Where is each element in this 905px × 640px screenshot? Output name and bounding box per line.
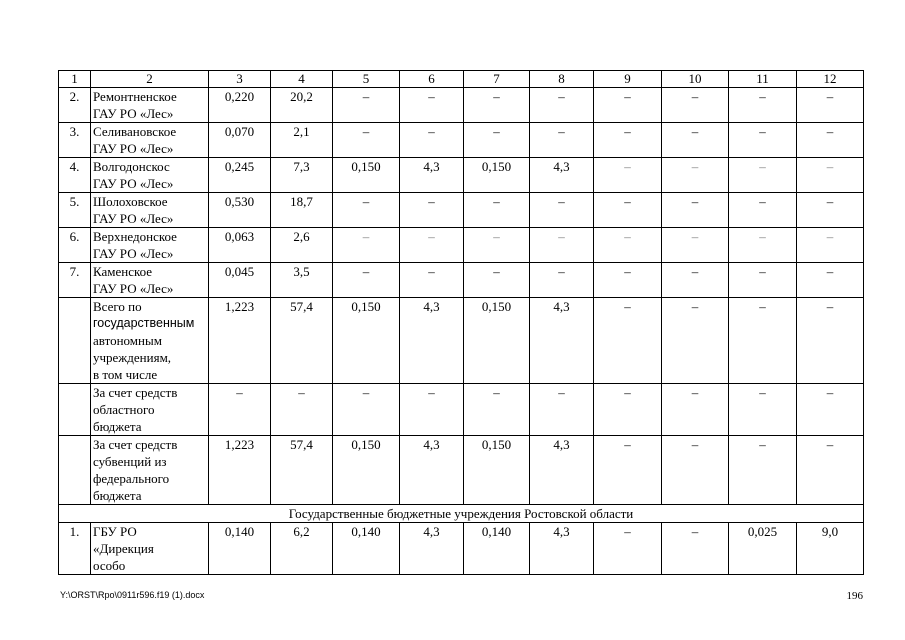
table-cell: –: [797, 123, 864, 158]
footer-file-path: Y:\ORST\Rpo\0911r596.f19 (1).docx: [60, 590, 205, 600]
table-cell: 4,3: [400, 158, 464, 193]
row-number: 5.: [59, 193, 91, 228]
table-cell: –: [400, 228, 464, 263]
funding-row: [59, 436, 864, 505]
institution-name: Каменское ГАУ РО «Лес»: [91, 263, 209, 298]
table-cell: –: [400, 88, 464, 123]
table-cell: –: [594, 436, 662, 505]
table-cell: 4,3: [400, 523, 464, 575]
total-label-line: учреждениям,: [93, 350, 172, 365]
table-cell: 0,150: [464, 436, 530, 505]
table-row: [59, 523, 864, 575]
table-cell: –: [400, 193, 464, 228]
table-cell: 0,220: [209, 88, 271, 123]
total-label: [91, 298, 209, 384]
table-cell: –: [333, 228, 400, 263]
row-number: [59, 436, 91, 505]
table-cell: –: [662, 123, 729, 158]
total-label-line: автономным: [93, 333, 162, 348]
table-cell: –: [530, 228, 594, 263]
table-cell: 9,0: [797, 523, 864, 575]
table-cell: 4,3: [530, 298, 594, 384]
table-cell: 2,6: [271, 228, 333, 263]
table-cell: –: [662, 228, 729, 263]
column-header: 1: [59, 71, 91, 88]
table-cell: –: [662, 384, 729, 436]
table-cell: –: [797, 384, 864, 436]
table-cell: –: [209, 384, 271, 436]
table-cell: 0,150: [333, 298, 400, 384]
table-cell: –: [729, 384, 797, 436]
institution-name: Шолоховское ГАУ РО «Лес»: [91, 193, 209, 228]
table-cell: –: [729, 228, 797, 263]
table-cell: –: [530, 263, 594, 298]
table-cell: 4,3: [400, 298, 464, 384]
column-header: 11: [729, 71, 797, 88]
table-cell: –: [662, 88, 729, 123]
table-cell: –: [662, 523, 729, 575]
table-cell: 20,2: [271, 88, 333, 123]
table-cell: –: [797, 158, 864, 193]
table-row: [59, 88, 864, 123]
page-number: 196: [846, 590, 863, 602]
table-cell: 1,223: [209, 436, 271, 505]
section-row: [59, 505, 864, 523]
table-cell: –: [464, 384, 530, 436]
table-cell: –: [530, 193, 594, 228]
column-header: 7: [464, 71, 530, 88]
table-cell: –: [729, 298, 797, 384]
table-cell: –: [729, 263, 797, 298]
table-cell: 18,7: [271, 193, 333, 228]
column-header: 2: [91, 71, 209, 88]
row-number: 4.: [59, 158, 91, 193]
table-cell: –: [594, 523, 662, 575]
table-cell: –: [594, 88, 662, 123]
table-cell: –: [594, 384, 662, 436]
table-row: [59, 123, 864, 158]
table-cell: 0,150: [464, 298, 530, 384]
table-cell: –: [797, 263, 864, 298]
row-number: [59, 384, 91, 436]
row-number: 6.: [59, 228, 91, 263]
table-cell: 0,150: [333, 158, 400, 193]
table-cell: 4,3: [530, 436, 594, 505]
column-header: 4: [271, 71, 333, 88]
row-number: 1.: [59, 523, 91, 575]
table-cell: –: [594, 123, 662, 158]
column-header: 10: [662, 71, 729, 88]
table-cell: 7,3: [271, 158, 333, 193]
table-row: [59, 158, 864, 193]
table-cell: –: [594, 158, 662, 193]
column-header: 6: [400, 71, 464, 88]
table-cell: 0,140: [464, 523, 530, 575]
institution-name: ГБУ РО «Дирекция особо: [91, 523, 209, 575]
row-number: 2.: [59, 88, 91, 123]
table-cell: –: [333, 193, 400, 228]
table-cell: –: [594, 263, 662, 298]
table-cell: –: [400, 123, 464, 158]
table-cell: 0,063: [209, 228, 271, 263]
table-cell: 2,1: [271, 123, 333, 158]
table-cell: 4,3: [530, 158, 594, 193]
table-cell: 0,150: [464, 158, 530, 193]
table-cell: –: [464, 228, 530, 263]
table-row: [59, 263, 864, 298]
table-row: [59, 228, 864, 263]
funding-source-label: За счет средств субвенций из федерального бюджета: [91, 436, 209, 505]
data-table: [58, 70, 864, 575]
table-cell: –: [400, 384, 464, 436]
institution-name: Волгодонскос ГАУ РО «Лес»: [91, 158, 209, 193]
row-number: 3.: [59, 123, 91, 158]
table-cell: –: [797, 193, 864, 228]
column-header: 8: [530, 71, 594, 88]
table-cell: 57,4: [271, 436, 333, 505]
table-cell: –: [662, 298, 729, 384]
table-cell: 6,2: [271, 523, 333, 575]
table-cell: 0,530: [209, 193, 271, 228]
table-cell: –: [464, 193, 530, 228]
total-row: [59, 298, 864, 384]
table-cell: –: [797, 436, 864, 505]
table-cell: 0,045: [209, 263, 271, 298]
table-cell: 0,150: [333, 436, 400, 505]
institution-name: Селивановское ГАУ РО «Лес»: [91, 123, 209, 158]
table-cell: –: [797, 88, 864, 123]
table-cell: –: [271, 384, 333, 436]
table-cell: –: [333, 384, 400, 436]
institution-name: Ремонтненское ГАУ РО «Лес»: [91, 88, 209, 123]
table-cell: 0,025: [729, 523, 797, 575]
funding-source-label: За счет средств областного бюджета: [91, 384, 209, 436]
row-number: 7.: [59, 263, 91, 298]
table-cell: –: [662, 158, 729, 193]
table-cell: 0,140: [333, 523, 400, 575]
table-cell: –: [662, 436, 729, 505]
table-cell: –: [400, 263, 464, 298]
table-cell: –: [530, 88, 594, 123]
table-cell: –: [729, 123, 797, 158]
table-cell: –: [662, 193, 729, 228]
funding-row: [59, 384, 864, 436]
table-cell: 0,245: [209, 158, 271, 193]
table-cell: 0,140: [209, 523, 271, 575]
section-title: Государственные бюджетные учреждения Ростовской области: [59, 505, 864, 523]
table-cell: –: [797, 298, 864, 384]
table-cell: –: [797, 228, 864, 263]
table-cell: –: [729, 158, 797, 193]
table-cell: 4,3: [400, 436, 464, 505]
table-cell: 1,223: [209, 298, 271, 384]
table-cell: –: [530, 123, 594, 158]
row-number: [59, 298, 91, 384]
column-number-row: [59, 71, 864, 88]
table-cell: –: [333, 123, 400, 158]
institution-name: Верхнедонское ГАУ РО «Лес»: [91, 228, 209, 263]
table-cell: –: [729, 436, 797, 505]
total-label-line: Всего по: [93, 299, 142, 314]
table-cell: –: [594, 298, 662, 384]
table-cell: –: [729, 193, 797, 228]
column-header: 9: [594, 71, 662, 88]
table-cell: –: [662, 263, 729, 298]
table-cell: –: [464, 88, 530, 123]
column-header: 5: [333, 71, 400, 88]
column-header: 12: [797, 71, 864, 88]
table-cell: –: [530, 384, 594, 436]
total-label-line: в том числе: [93, 367, 158, 382]
table-cell: –: [464, 263, 530, 298]
table-cell: 4,3: [530, 523, 594, 575]
table-cell: –: [594, 193, 662, 228]
column-header: 3: [209, 71, 271, 88]
table-cell: –: [464, 123, 530, 158]
total-label-line: государственным: [93, 316, 195, 330]
table-cell: 57,4: [271, 298, 333, 384]
table-row: [59, 193, 864, 228]
table-cell: –: [729, 88, 797, 123]
table-cell: 0,070: [209, 123, 271, 158]
table-cell: –: [594, 228, 662, 263]
table-cell: 3,5: [271, 263, 333, 298]
table-cell: –: [333, 88, 400, 123]
table-cell: –: [333, 263, 400, 298]
